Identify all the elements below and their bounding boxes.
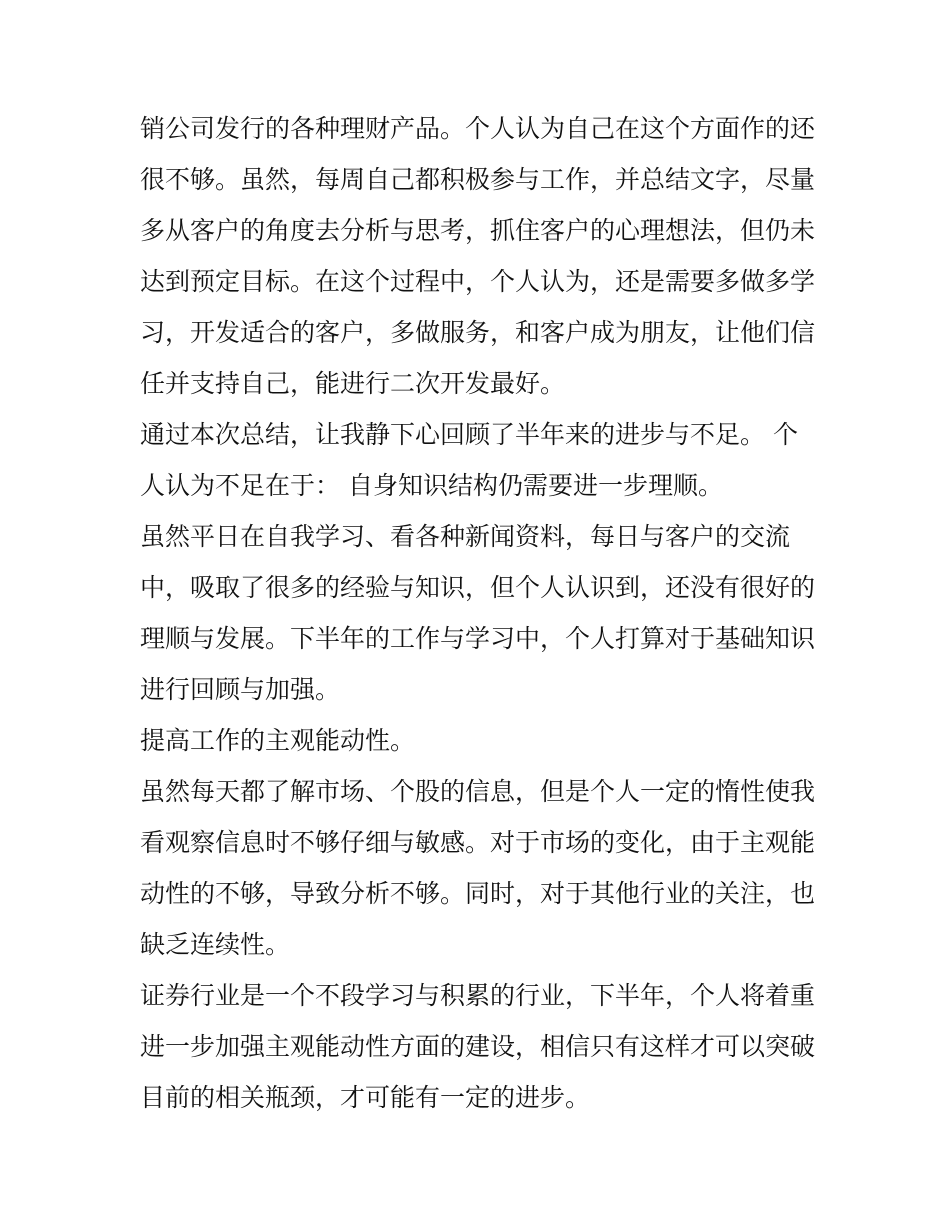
text-line: 理顺与发展。下半年的工作与学习中，个人打算对于基础知识 (140, 624, 816, 653)
paragraph-5 (140, 970, 820, 1123)
text-line: 缺乏连续性。 (140, 930, 291, 959)
text-line: 人认为不足在于： 自身知识结构仍需要进一步理顺。 (140, 471, 723, 500)
text-line: 中，吸取了很多的经验与知识，但个人认识到，还没有很好的 (140, 573, 816, 602)
text-line: 很不够。虽然，每周自己都积极参与工作，并总结文字，尽量 (140, 165, 816, 194)
text-line: 进行回顾与加强。 (140, 675, 341, 704)
paragraph-4 (140, 766, 820, 970)
paragraph-1 (140, 103, 820, 409)
document-body (140, 103, 820, 1123)
text-line: 目前的相关瓶颈，才可能有一定的进步。 (140, 1083, 591, 1112)
paragraph-2 (140, 409, 820, 511)
text-line: 看观察信息时不够仔细与敏感。对于市场的变化，由于主观能 (140, 828, 816, 857)
text-line: 证券行业是一个不段学习与积累的行业，下半年，个人将着重 (140, 981, 816, 1010)
text-line: 虽然平日在自我学习、看各种新闻资料，每日与客户的交流 (140, 522, 791, 551)
text-line: 销公司发行的各种理财产品。个人认为自己在这个方面作的还 (140, 114, 816, 143)
text-line: 通过本次总结，让我静下心回顾了半年来的进步与不足。 个 (140, 420, 798, 449)
text-line: 达到预定目标。在这个过程中，个人认为，还是需要多做多学 (140, 267, 816, 296)
paragraph-3 (140, 511, 820, 715)
text-line: 多从客户的角度去分析与思考，抓住客户的心理想法，但仍未 (140, 216, 816, 245)
text-line: 习，开发适合的客户，多做服务，和客户成为朋友，让他们信 (140, 318, 816, 347)
text-line: 动性的不够，导致分析不够。同时，对于其他行业的关注，也 (140, 879, 816, 908)
text-line: 进一步加强主观能动性方面的建设，相信只有这样才可以突破 (140, 1032, 816, 1061)
section-heading (140, 715, 820, 766)
text-line: 任并支持自己，能进行二次开发最好。 (140, 369, 566, 398)
text-line: 虽然每天都了解市场、个股的信息，但是个人一定的惰性使我 (140, 777, 816, 806)
text-line: 提高工作的主观能动性。 (140, 726, 416, 755)
